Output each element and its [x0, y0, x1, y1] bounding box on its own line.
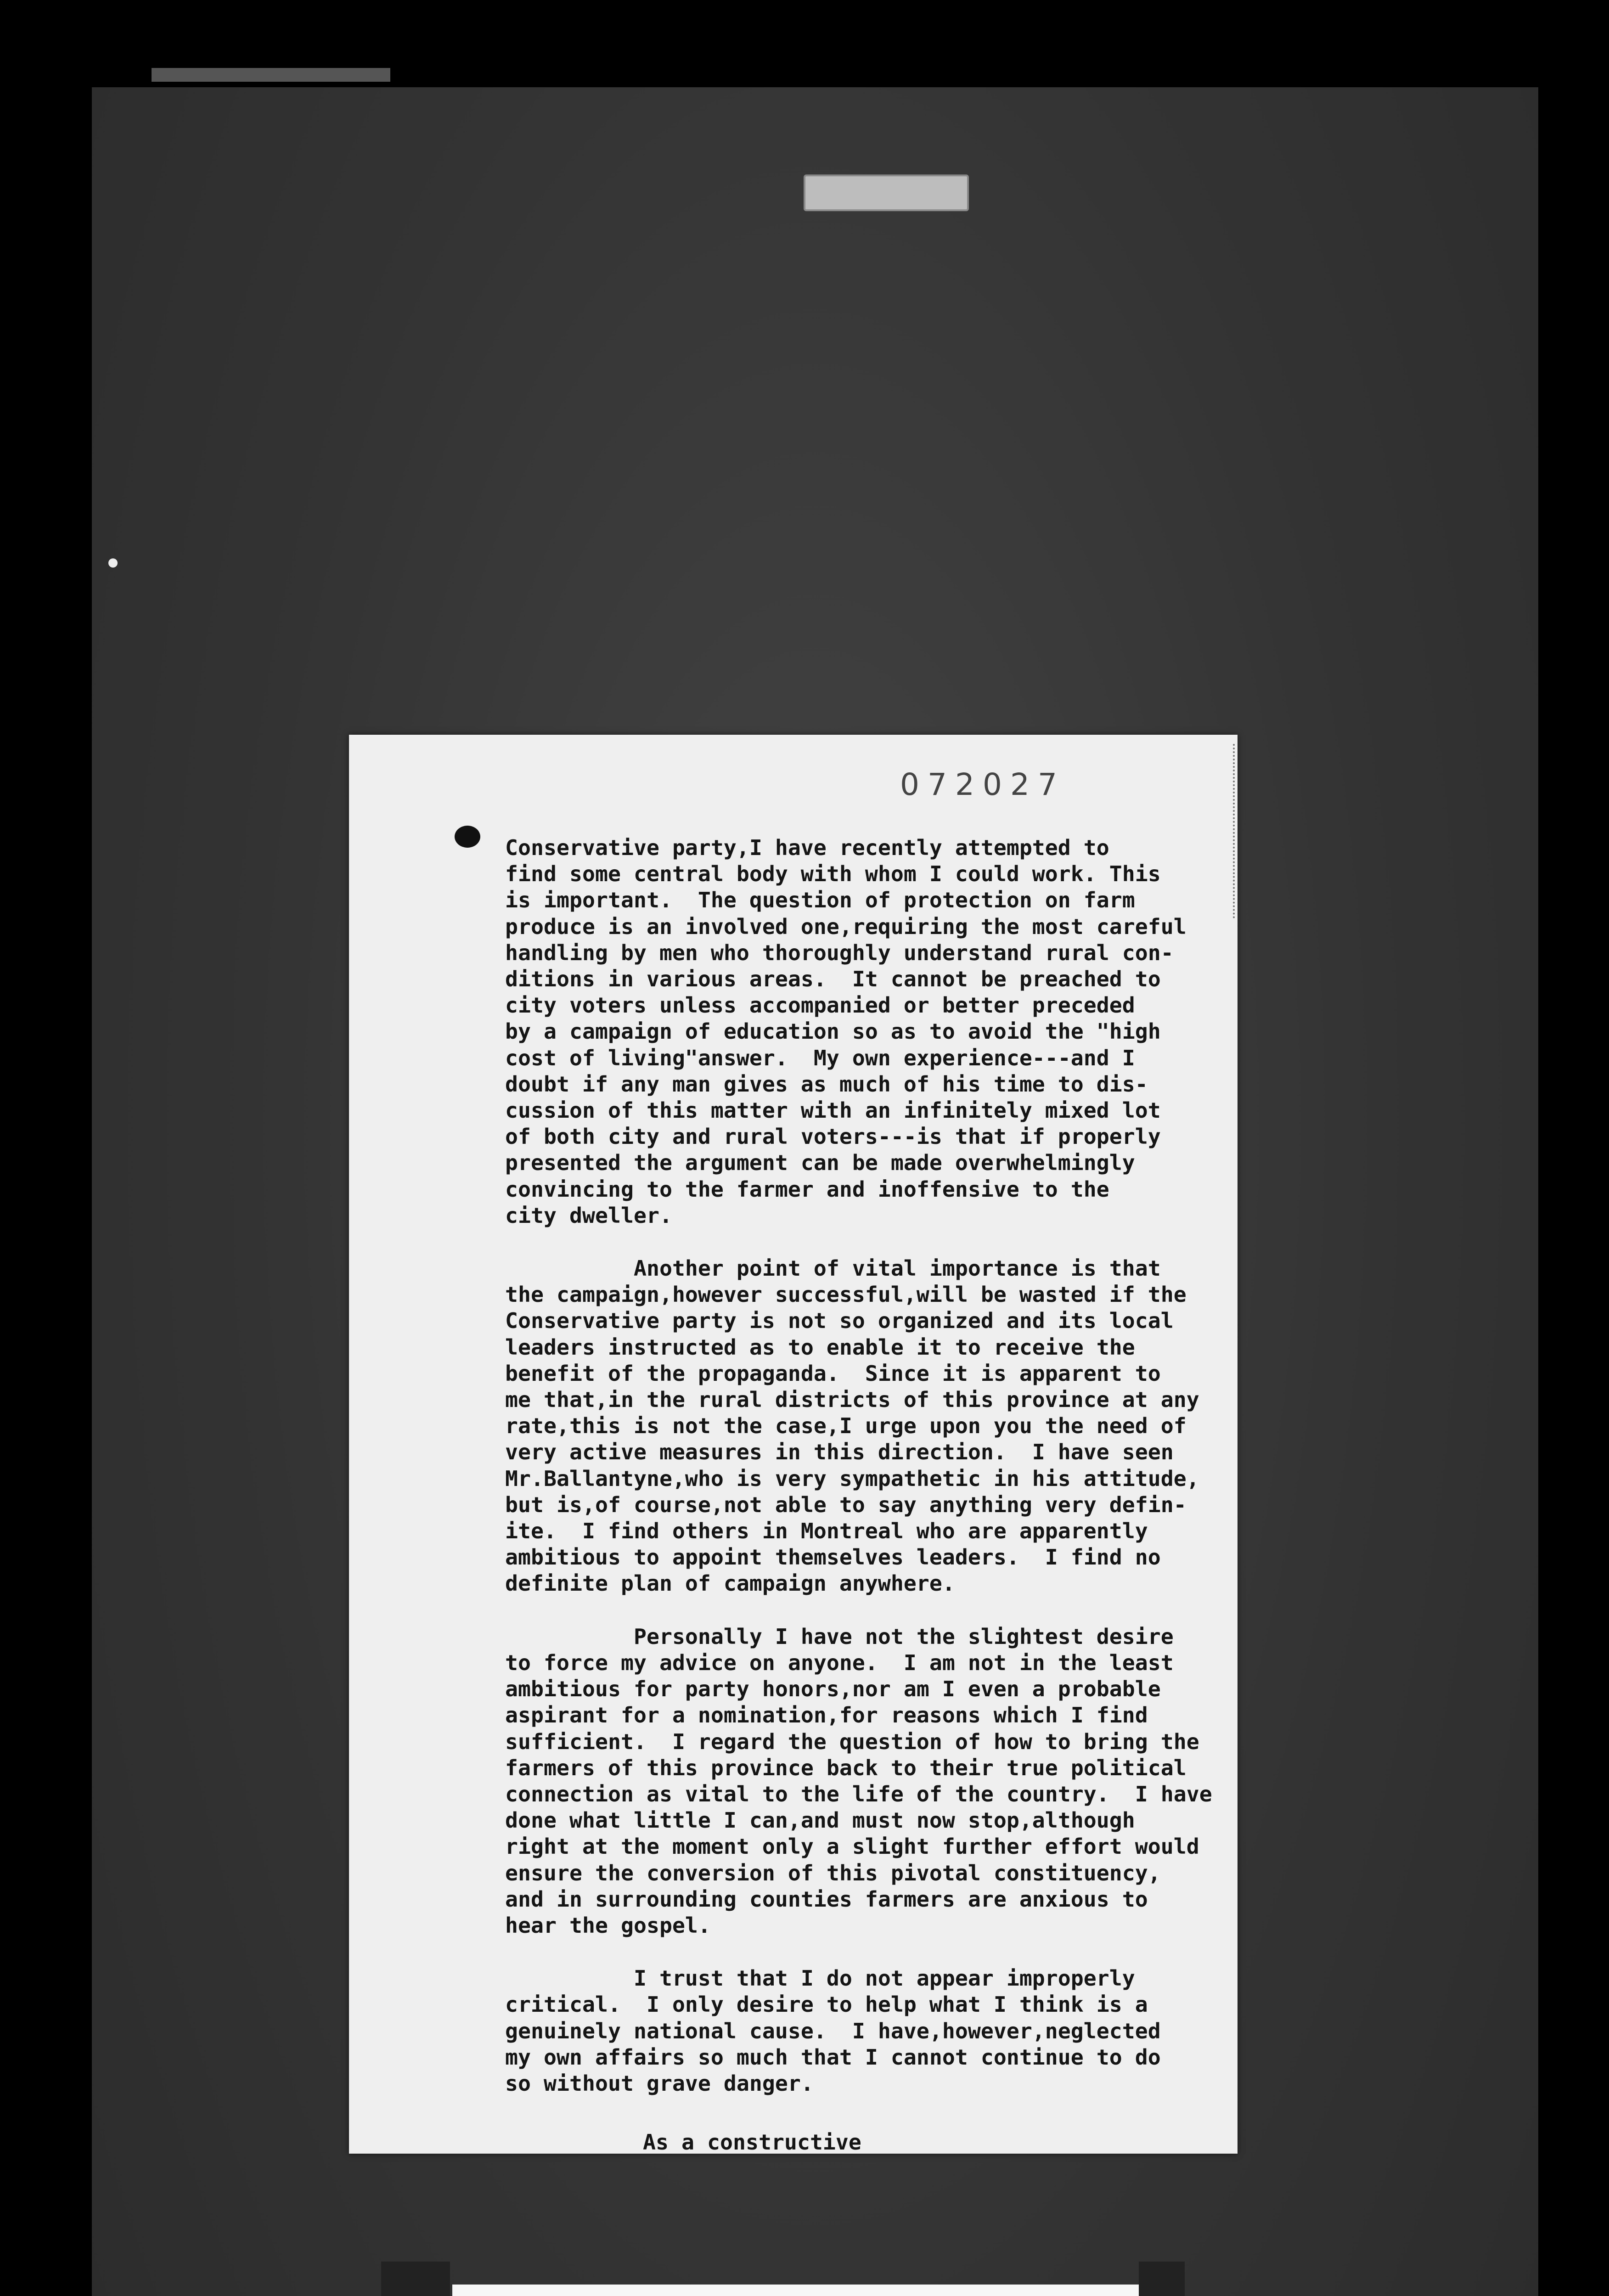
letter-line: leaders instructed as to enable it to receive the: [505, 1334, 1135, 1360]
closing-line: As a constructive: [643, 2130, 861, 2154]
letter-line: Conservative party,I have recently attempted to: [505, 835, 1109, 860]
letter-line: Another point of vital importance is that: [505, 1256, 1161, 1281]
letter-line: rate,this is not the case,I urge upon you the need of: [505, 1413, 1187, 1439]
letter-line: convincing to the farmer and inoffensive to the: [505, 1176, 1109, 1202]
letter-body: [505, 835, 1258, 2097]
letter-line: presented the argument can be made overwhelmingly: [505, 1150, 1135, 1176]
letter-line: find some central body with whom I could work. This: [505, 861, 1161, 887]
letter-line: I trust that I do not appear improperly: [505, 1966, 1135, 1991]
letter-line: ite. I find others in Montreal who are apparently: [505, 1519, 1148, 1544]
document-number: 072027: [900, 767, 1065, 802]
letter-line: me that,in the rural districts of this province at any: [505, 1387, 1199, 1412]
letter-line: of both city and rural voters---is that if properly: [505, 1124, 1161, 1149]
letter-line: Conservative party is not so organized and its local: [505, 1308, 1174, 1334]
letter-line: Personally I have not the slightest desire: [505, 1624, 1174, 1649]
letter-line: is important. The question of protection on farm: [505, 888, 1135, 913]
letter-line: ambitious for party honors,nor am I even a probable: [505, 1677, 1161, 1702]
letter-line: and in surrounding counties farmers are anxious to: [505, 1886, 1148, 1912]
letter-line: ensure the conversion of this pivotal constituency,: [505, 1860, 1161, 1885]
dust-speck: [108, 558, 118, 568]
letter-line: but is,of course,not able to say anything very defin-: [505, 1492, 1187, 1517]
letter-line: my own affairs so much that I cannot continue to do: [505, 2044, 1161, 2070]
letter-line: genuinely national cause. I have,however,neglected: [505, 2018, 1161, 2043]
letter-line: Mr.Ballantyne,who is very sympathetic in his attitude,: [505, 1466, 1199, 1491]
letter-line: city voters unless accompanied or better preceded: [505, 993, 1135, 1018]
letter-line: hear the gospel.: [505, 1913, 711, 1938]
letter-line: ambitious to appoint themselves leaders. I find no: [505, 1545, 1161, 1570]
top-edge-strip: [152, 68, 390, 82]
letter-line: very active measures in this direction. I have seen: [505, 1440, 1174, 1465]
letter-line: cussion of this matter with an infinitely mixed lot: [505, 1098, 1161, 1123]
letter-line: critical. I only desire to help what I think is a: [505, 1992, 1148, 2017]
letter-line: benefit of the propaganda. Since it is apparent to: [505, 1361, 1161, 1386]
letter-line: definite plan of campaign anywhere.: [505, 1571, 955, 1596]
letter-line: sufficient. I regard the question of how to bring the: [505, 1729, 1199, 1754]
letter-line: cost of living"answer. My own experience---and I: [505, 1045, 1135, 1070]
paragraph-gap: [505, 1939, 1258, 1965]
letter-line: by a campaign of education so as to avoid the "high: [505, 1019, 1161, 1044]
paragraph-gap: [505, 1597, 1258, 1624]
letter-line: ditions in various areas. It cannot be preached to: [505, 967, 1161, 992]
hole-punch-mark: [455, 826, 480, 848]
letter-line: city dweller.: [505, 1203, 672, 1228]
right-card-post: [1139, 2262, 1185, 2296]
paragraph-gap: [505, 1229, 1258, 1255]
letter-line: right at the moment only a slight further effort would: [505, 1834, 1199, 1859]
letter-line: connection as vital to the life of the country. I have: [505, 1781, 1212, 1806]
left-card-post: [381, 2262, 450, 2296]
letter-line: so without grave danger.: [505, 2071, 814, 2096]
letter-line: the campaign,however successful,will be wasted if the: [505, 1282, 1187, 1307]
letter-line: produce is an involved one,requiring the most careful: [505, 914, 1187, 939]
letter-line: aspirant for a nomination,for reasons which I find: [505, 1703, 1148, 1728]
letter-line: handling by men who thoroughly understand rural con-: [505, 940, 1174, 965]
letter-page: [349, 735, 1238, 2154]
letter-line: farmers of this province back to their true political: [505, 1755, 1187, 1780]
board-clip: [804, 174, 969, 211]
letter-line: to force my advice on anyone. I am not in the least: [505, 1650, 1174, 1675]
reference-strip: [452, 2285, 1139, 2296]
letter-line: done what little I can,and must now stop,although: [505, 1808, 1135, 1833]
letter-line: doubt if any man gives as much of his time to dis-: [505, 1071, 1148, 1097]
